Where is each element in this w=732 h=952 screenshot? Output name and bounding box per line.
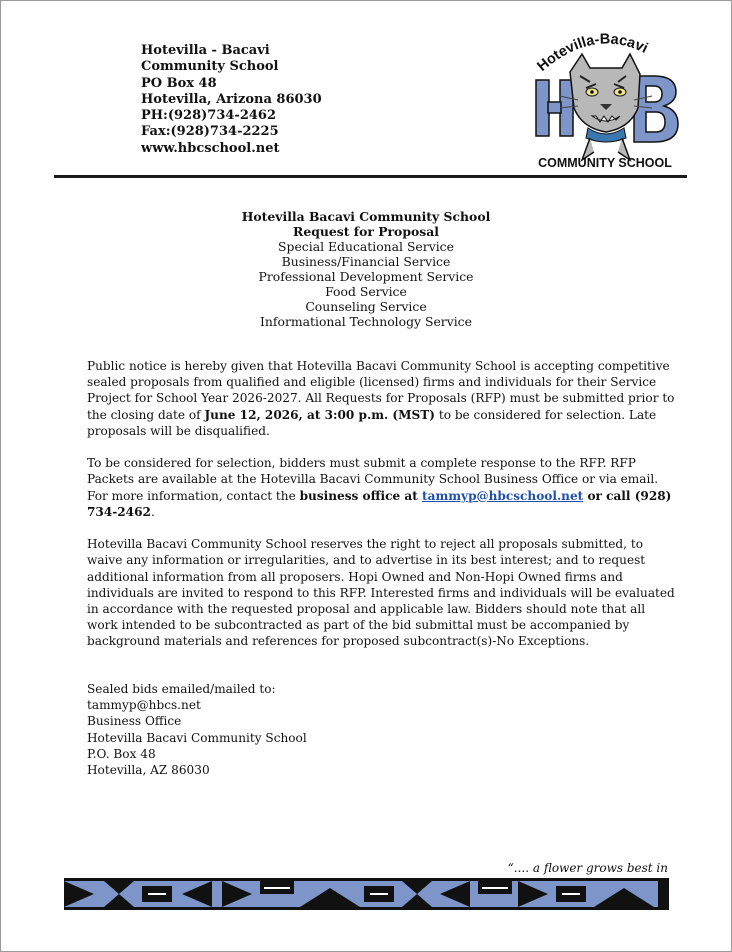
mailing-line: P.O. Box 48	[87, 746, 156, 761]
letterhead-line-5: PH:(928)734-2462	[141, 108, 277, 124]
school-logo	[530, 24, 680, 174]
notice-paragraph-1: Public notice is hereby given that Hotevilla Bacavi Community School is accepting competitive sealed proposals from qualified and eligible (licensed) firms and individuals for their Service Project for School Year 2026-2027. All Requests for Proposals (RFP) must be submitted prior to the closing date of June 12, 2026, at 3:00 p.m. (MST) to be considered for selection. Late proposals will be disqualified.	[87, 359, 675, 438]
letterhead-line-7: www.hbcschool.net	[141, 140, 280, 156]
service-item: Special Educational Service	[278, 239, 454, 254]
rfp-title: Request for Proposal	[293, 224, 439, 239]
letterhead-line-4: Hotevilla, Arizona 86030	[141, 91, 322, 107]
mailing-line: tammyp@hbcs.net	[87, 698, 201, 713]
notice-paragraph-2: To be considered for selection, bidders must submit a complete response to the RFP. RFP Packets are available at the Hotevilla Bacavi Community School Business Office or via email. For more information, contact the business office at tammyp@hbcschool.net or call (928) 734-2462.	[87, 456, 672, 519]
decorative-footer-band	[64, 878, 669, 910]
logo-bottom-text: COMMUNITY SCHOOL	[538, 156, 672, 170]
mailing-line: Business Office	[87, 714, 182, 729]
logo-top-text: Hotevilla-Bacavi	[534, 31, 651, 75]
footer-tagline: “.... a flower grows best in	[507, 861, 668, 875]
notice-body	[87, 358, 677, 666]
service-item: Informational Technology Service	[260, 314, 472, 329]
service-item: Counseling Service	[305, 299, 427, 314]
email-link[interactable]: tammyp@hbcschool.net	[422, 488, 584, 503]
letterhead-line-1: Hotevilla - Bacavi	[141, 43, 270, 58]
letterhead-line-2: Community School	[141, 59, 279, 75]
letterhead-line-3: PO Box 48	[141, 75, 217, 91]
mailing-line: Hotevilla Bacavi Community School	[87, 730, 307, 745]
bobcat-mascot-icon	[560, 54, 652, 160]
mailing-address	[87, 681, 307, 778]
school-name-heading: Hotevilla Bacavi Community School	[241, 209, 491, 224]
rfp-heading	[0, 209, 732, 329]
notice-paragraph-3: Hotevilla Bacavi Community School reserves the right to reject all proposals submitted, to waive any information or irregularities, and to advertise in its best interest; and to request additional information from all proposers. Hopi Owned and Non-Hopi Owned firms and individuals are invited to respond to this RFP. Interested firms and individuals will be evaluated in accordance with the requested proposal and applicable law. Bidders should note that all work intended to be subcontracted as part of the bid submittal must be accompanied by background materials and references for proposed subcontract(s)-No Exceptions.	[87, 537, 675, 649]
service-item: Professional Development Service	[258, 269, 474, 284]
service-item: Business/Financial Service	[281, 254, 451, 269]
mailing-line: Hotevilla, AZ 86030	[87, 763, 210, 778]
letterhead-address	[141, 43, 322, 157]
phone-number: or call (928) 734-2462	[87, 488, 672, 519]
header-divider	[54, 175, 687, 178]
closing-date: June 12, 2026, at 3:00 p.m. (MST)	[204, 407, 435, 422]
letterhead-line-6: Fax:(928)734-2225	[141, 124, 279, 140]
mailing-line: Sealed bids emailed/mailed to:	[87, 682, 276, 696]
service-item: Food Service	[325, 284, 407, 299]
